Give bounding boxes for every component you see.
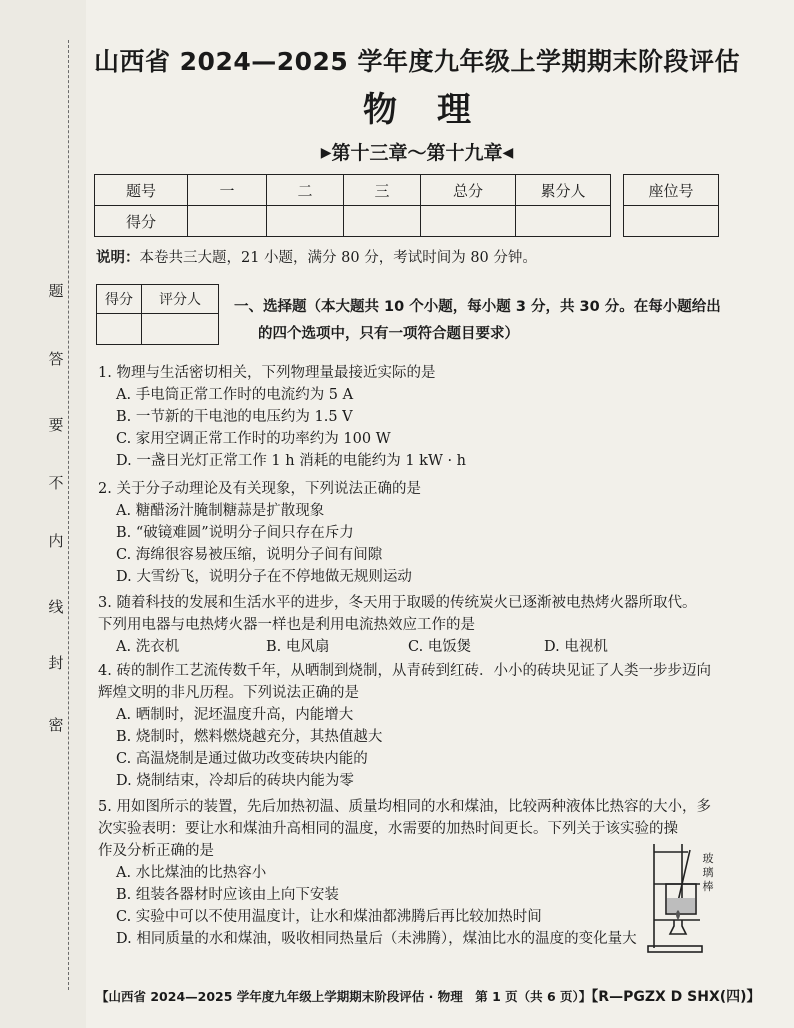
left-triangle-icon: ◀: [502, 145, 514, 161]
exam-code: 【R—PGZX D SHX(四)】: [591, 989, 761, 1005]
answer-option[interactable]: D. 电视机: [544, 639, 608, 655]
score-field[interactable]: [344, 206, 421, 237]
score-table-cell: 总分: [421, 175, 516, 206]
answer-option[interactable]: D. 烧制结束，冷却后的砖块内能为零: [116, 773, 354, 789]
question-stem: 2. 关于分子动理论及有关现象，下列说法正确的是: [98, 481, 421, 497]
answer-option[interactable]: A. 水比煤油的比热容小: [116, 865, 267, 881]
answer-option[interactable]: B. 电风扇: [266, 639, 330, 655]
grader-table-header: 得分: [97, 285, 142, 314]
section-heading-line: 一、选择题（本大题共 10 个小题，每小题 3 分，共 30 分。在每小题给出: [234, 299, 721, 315]
answer-option[interactable]: D. 一盏日光灯正常工作 1 h 消耗的电能约为 1 kW · h: [116, 453, 467, 469]
seal-char: 密: [48, 716, 64, 734]
seat-number-label: 座位号: [624, 175, 719, 206]
answer-option[interactable]: C. 家用空调正常工作时的功率约为 100 W: [116, 431, 391, 447]
answer-option[interactable]: B. “破镜难圆”说明分子间只存在斥力: [116, 525, 354, 541]
question-stem: 1. 物理与生活密切相关，下列物理量最接近实际的是: [98, 365, 436, 381]
answer-option[interactable]: A. 洗衣机: [116, 639, 180, 655]
seal-char: 答: [48, 350, 64, 368]
score-table-cell: 题号: [95, 175, 188, 206]
grader-table-header: 评分人: [142, 285, 219, 314]
answer-option[interactable]: A. 糖醋汤汁腌制糖蒜是扩散现象: [116, 503, 325, 519]
exam-instructions: [96, 246, 537, 267]
grader-name-field[interactable]: [142, 314, 219, 345]
right-triangle-icon: ▶: [320, 145, 332, 161]
answer-option[interactable]: D. 大雪纷飞，说明分子在不停地做无规则运动: [116, 569, 412, 585]
seal-char: 题: [48, 282, 64, 300]
binding-margin: [0, 0, 86, 1028]
answer-option[interactable]: C. 高温烧制是通过做功改变砖块内能的: [116, 751, 368, 767]
question-stem: 下列用电器与电热烤火器一样也是利用电流热效应工作的是: [98, 617, 475, 633]
question-stem: 次实验表明：要让水和煤油升高相同的温度，水需要的加热时间更长。下列关于该实验的操: [98, 821, 678, 837]
section-score-field[interactable]: [97, 314, 142, 345]
score-field[interactable]: [188, 206, 267, 237]
exam-title: 山西省 2024—2025 学年度九年级上学期期末阶段评估: [93, 47, 741, 76]
seat-number-field[interactable]: [624, 206, 719, 237]
question-stem: 作及分析正确的是: [98, 843, 214, 859]
score-table-cell: 得分: [95, 206, 188, 237]
seal-char: 内: [48, 532, 64, 550]
instruction-label: 说明：: [96, 250, 140, 266]
answer-option[interactable]: B. 烧制时，燃料燃烧越充分，其热值越大: [116, 729, 383, 745]
score-field[interactable]: [516, 206, 611, 237]
answer-option[interactable]: C. 电饭煲: [408, 639, 472, 655]
question-3: [98, 592, 696, 658]
score-table: [94, 174, 611, 237]
answer-options-row: [98, 636, 696, 658]
question-5: [98, 796, 711, 950]
section-heading-line: 的四个选项中，只有一项符合题目要求）: [258, 326, 519, 342]
heating-apparatus-figure: [644, 840, 704, 958]
seat-table: [623, 174, 719, 237]
score-field[interactable]: [421, 206, 516, 237]
score-field[interactable]: [267, 206, 344, 237]
question-4: [98, 660, 711, 792]
question-1: [98, 362, 466, 472]
chapter-range: [92, 138, 742, 165]
glass-rod-label: 玻璃棒: [702, 852, 714, 893]
score-table-score-row: [95, 206, 611, 237]
question-stem: 辉煌文明的非凡历程。下列说法正确的是: [98, 685, 359, 701]
seal-char: 要: [48, 416, 64, 434]
section-heading: [234, 294, 734, 348]
seal-char: 封: [48, 654, 64, 672]
score-table-cell: 一: [188, 175, 267, 206]
seal-char: 线: [48, 598, 64, 616]
seal-char: 不: [48, 474, 64, 492]
chapter-range-text: 第十三章～第十九章: [331, 142, 503, 164]
question-stem: 5. 用如图所示的装置，先后加热初温、质量均相同的水和煤油，比较两种液体比热容的大小，多: [98, 799, 711, 815]
answer-option[interactable]: A. 手电筒正常工作时的电流约为 5 A: [116, 387, 354, 403]
footer-text: 【山西省 2024—2025 学年度九年级上学期期末阶段评估 · 物理 第 1 页（共 6 页）】: [96, 989, 592, 1004]
question-stem: 3. 随着科技的发展和生活水平的进步，冬天用于取暖的传统炭火已逐渐被电热烤火器所取代。: [98, 595, 697, 611]
question-2: [98, 478, 421, 588]
answer-option[interactable]: C. 实验中可以不使用温度计，让水和煤油都沸腾后再比较加热时间: [116, 909, 542, 925]
instruction-text: 本卷共三大题，21 小题，满分 80 分，考试时间为 80 分钟。: [139, 250, 537, 266]
answer-option[interactable]: D. 相同质量的水和煤油，吸收相同热量后（未沸腾），煤油比水的温度的变化量大: [116, 931, 637, 947]
answer-option[interactable]: C. 海绵很容易被压缩，说明分子间有间隙: [116, 547, 383, 563]
page-footer: [96, 986, 761, 1006]
stand-base: [648, 946, 702, 952]
seal-cut-line: [68, 40, 69, 990]
score-table-cell: 三: [344, 175, 421, 206]
answer-option[interactable]: A. 晒制时，泥坯温度升高，内能增大: [116, 707, 354, 723]
answer-option[interactable]: B. 组装各器材时应该由上向下安装: [116, 887, 339, 903]
answer-option[interactable]: B. 一节新的干电池的电压约为 1.5 V: [116, 409, 353, 425]
grader-table: [96, 284, 219, 345]
score-table-cell: 二: [267, 175, 344, 206]
alcohol-lamp: [670, 920, 686, 934]
score-table-cell: 累分人: [516, 175, 611, 206]
question-stem: 4. 砖的制作工艺流传数千年，从晒制到烧制，从青砖到红砖．小小的砖块见证了人类一步步迈向: [98, 663, 711, 679]
score-table-header-row: [95, 175, 611, 206]
subject-title: 物理: [363, 90, 511, 130]
liquid: [667, 898, 695, 913]
